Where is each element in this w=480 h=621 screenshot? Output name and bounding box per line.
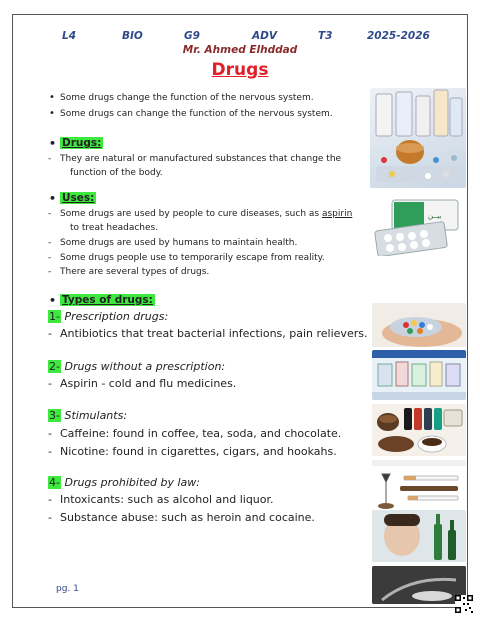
stimulants-illustration <box>372 404 466 456</box>
smoking-image <box>372 460 466 510</box>
type-2-title <box>48 360 225 373</box>
aspirin-link: aspirin <box>321 209 353 219</box>
uses-item-1-text: Some drugs are used by people to cure diseases, such as <box>60 209 322 219</box>
hand-pills-image <box>372 303 466 347</box>
type-3-desc-1: - Caffeine: found in coffee, tea, soda, and chocolate. <box>60 427 341 440</box>
teacher-name: Mr. Ahmed Elhddad <box>182 44 298 56</box>
type-3-name: Stimulants: <box>64 409 128 422</box>
type-4-title <box>48 476 200 489</box>
drugs-def-line: - They are natural or manufactured substances that change the <box>60 153 341 165</box>
track-label: ADV <box>252 30 277 42</box>
aspirin-pack-illustration <box>372 196 466 256</box>
type-2-num: 2- <box>49 360 60 373</box>
pills-bottles-illustration <box>370 88 466 188</box>
type-3-desc-2: - Nicotine: found in cigarettes, cigars, and hookahs. <box>60 445 337 458</box>
substance-abuse-image <box>372 566 466 604</box>
year-label: 2025-2026 <box>367 30 430 42</box>
substance-abuse-illustration <box>372 566 466 604</box>
type-1-num: 1- <box>49 310 60 323</box>
type-1-name: Prescription drugs: <box>64 310 169 323</box>
hand-pills-illustration <box>372 303 466 347</box>
type-4-desc-1: - Intoxicants: such as alcohol and liquor. <box>60 493 274 506</box>
uses-item-2: - Some drugs are used by humans to maintain health. <box>60 237 297 249</box>
drugs-heading <box>60 137 103 149</box>
qr-code-icon <box>455 595 473 613</box>
stimulants-image <box>372 404 466 456</box>
uses-item-4: - There are several types of drugs. <box>60 266 209 278</box>
otc-medicines-image <box>372 350 466 400</box>
drugs-heading-text: Drugs: <box>62 137 102 149</box>
types-heading-text: Types of drugs: <box>62 294 153 306</box>
type-1-desc: - Antibiotics that treat bacterial infections, pain relievers. <box>60 327 367 340</box>
type-1-title <box>48 310 168 323</box>
aspirin-pack-image <box>372 196 466 256</box>
type-4-desc-2: - Substance abuse: such as heroin and cocaine. <box>60 511 315 524</box>
type-2-desc: - Aspirin - cold and flu medicines. <box>60 377 236 390</box>
alcohol-image <box>372 510 466 562</box>
uses-item-1-cont: to treat headaches. <box>70 223 159 233</box>
header <box>0 30 480 44</box>
level-label: L4 <box>62 30 76 42</box>
type-3-title <box>48 409 127 422</box>
subject-label: BIO <box>122 30 143 42</box>
type-2-name: Drugs without a prescription: <box>64 360 226 373</box>
uses-heading <box>60 192 96 204</box>
intro-bullet-1: • Some drugs change the function of the nervous system. <box>60 92 314 104</box>
pills-bottles-image <box>370 88 466 188</box>
type-4-num: 4- <box>49 476 60 489</box>
smoking-illustration <box>372 460 466 510</box>
type-3-num: 3- <box>49 409 60 422</box>
type-4-name: Drugs prohibited by law: <box>64 476 200 489</box>
page-number: pg. 1 <box>56 584 79 594</box>
drugs-def-line-2: function of the body. <box>70 168 163 178</box>
qr-code-graphic <box>455 595 473 613</box>
types-heading <box>60 294 155 306</box>
page-title: Drugs <box>211 60 269 80</box>
intro-bullet-2: • Some drugs can change the function of the nervous system. <box>60 108 333 120</box>
svg-text:بيــن: بيــن <box>428 212 442 220</box>
uses-heading-text: Uses: <box>62 192 95 204</box>
uses-item-3: - Some drugs people use to temporarily escape from reality. <box>60 252 325 264</box>
alcohol-illustration <box>372 510 466 562</box>
term-label: T3 <box>318 30 333 42</box>
grade-label: G9 <box>184 30 200 42</box>
otc-medicines-illustration <box>372 350 466 400</box>
uses-item-1 <box>60 208 352 220</box>
